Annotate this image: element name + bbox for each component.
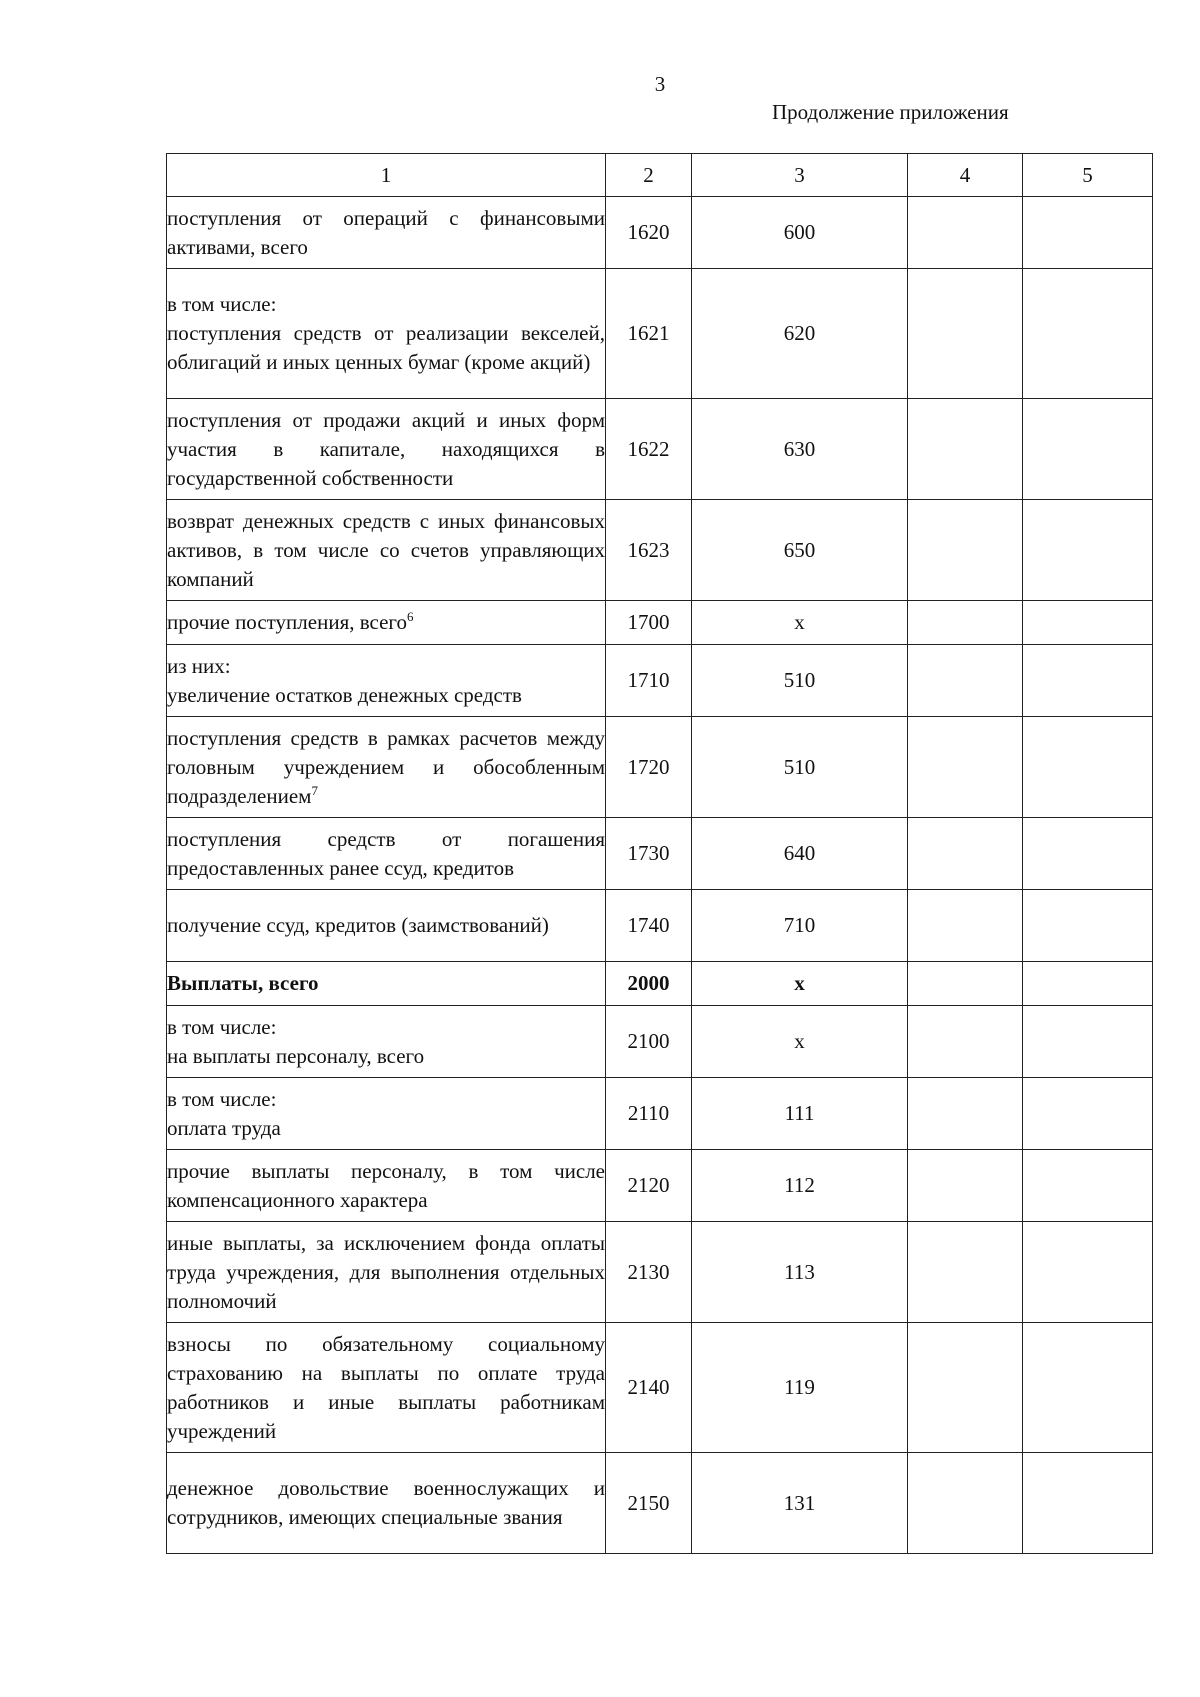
row-code-cell: 2100 [606, 1006, 692, 1078]
row-name-line: прочие поступления, всего [167, 610, 408, 634]
row-col5-cell [1023, 399, 1153, 500]
footnote-mark: 6 [407, 609, 414, 624]
row-name-cell [167, 717, 606, 818]
row-col5-cell [1023, 645, 1153, 717]
row-name-line: поступления от операций с финансовыми активами, всего [167, 205, 605, 259]
row-name-cell [167, 399, 606, 500]
row-col4-cell [908, 1150, 1023, 1222]
row-col4-cell [908, 1078, 1023, 1150]
column-header-3: 3 [692, 154, 908, 197]
footnote-mark: 7 [311, 782, 318, 798]
table-row [167, 645, 1153, 717]
row-col4-cell [908, 717, 1023, 818]
table-row [167, 818, 1153, 890]
row-name-line: поступления средств в рамках расчетов между головным учреждением и обособленным подразделением [167, 725, 605, 808]
row-name-line: поступления средств от погашения предоставленных ранее ссуд, кредитов [167, 826, 605, 880]
row-code-cell: 2120 [606, 1150, 692, 1222]
row-code-cell: 1620 [606, 197, 692, 269]
table-row [167, 1078, 1153, 1150]
table-row [167, 1006, 1153, 1078]
row-name-line: в том числе: [167, 292, 277, 316]
table-row [167, 1323, 1153, 1453]
row-kosgu-cell: 650 [692, 500, 908, 601]
row-name-line: взносы по обязательному социальному страхованию на выплаты по оплате труда работников и иные выплаты работникам учреждений [167, 1331, 605, 1443]
row-name-line: оплата труда [167, 1115, 281, 1140]
row-col5-cell [1023, 1323, 1153, 1453]
row-col4-cell [908, 500, 1023, 601]
row-col5-cell [1023, 1222, 1153, 1323]
row-code-cell: 2130 [606, 1222, 692, 1323]
table-row [167, 399, 1153, 500]
table-row [167, 717, 1153, 818]
row-col4-cell [908, 645, 1023, 717]
row-name-line: в том числе: [167, 1014, 277, 1039]
row-name-cell [167, 1006, 606, 1078]
row-col4-cell [908, 890, 1023, 962]
report-table [166, 153, 1153, 1554]
row-name-line: Выплаты, всего [167, 971, 319, 995]
row-col5-cell [1023, 962, 1153, 1006]
row-code-cell: 1710 [606, 645, 692, 717]
row-kosgu-cell: 640 [692, 818, 908, 890]
row-name-line: на выплаты персоналу, всего [167, 1043, 425, 1068]
row-code-cell: 1740 [606, 890, 692, 962]
row-kosgu-cell: 620 [692, 269, 908, 399]
row-col5-cell [1023, 197, 1153, 269]
row-code-cell: 2000 [606, 962, 692, 1006]
row-name-cell [167, 1150, 606, 1222]
row-col5-cell [1023, 717, 1153, 818]
row-code-cell: 1730 [606, 818, 692, 890]
row-name-cell [167, 890, 606, 962]
row-kosgu-cell: 630 [692, 399, 908, 500]
row-name-line: поступления от продажи акций и иных форм участия в капитале, находящихся в государственной собственности [167, 407, 605, 490]
row-code-cell: 1700 [606, 601, 692, 645]
row-col4-cell [908, 1323, 1023, 1453]
row-name-cell [167, 962, 606, 1006]
row-col5-cell [1023, 890, 1153, 962]
row-kosgu-cell: х [692, 601, 908, 645]
column-header-5: 5 [1023, 154, 1153, 197]
row-col4-cell [908, 399, 1023, 500]
row-code-cell: 1621 [606, 269, 692, 399]
row-kosgu-cell: 111 [692, 1078, 908, 1150]
table-row [167, 962, 1153, 1006]
row-name-line: из них: [167, 653, 231, 678]
row-col5-cell [1023, 601, 1153, 645]
row-name-line: возврат денежных средств с иных финансовых активов, в том числе со счетов управляющих компаний [167, 508, 605, 591]
row-kosgu-cell: х [692, 962, 908, 1006]
table-row [167, 1453, 1153, 1554]
row-name-cell [167, 197, 606, 269]
row-col4-cell [908, 818, 1023, 890]
table-row [167, 1222, 1153, 1323]
row-name-line: денежное довольствие военнослужащих и сотрудников, имеющих специальные звания [167, 1476, 605, 1529]
row-col5-cell [1023, 1453, 1153, 1554]
row-kosgu-cell: 600 [692, 197, 908, 269]
row-name-line: иные выплаты, за исключением фонда оплаты труда учреждения, для выполнения отдельных полномочий [167, 1230, 605, 1313]
row-col4-cell [908, 601, 1023, 645]
row-kosgu-cell: 710 [692, 890, 908, 962]
row-code-cell: 2110 [606, 1078, 692, 1150]
row-name-line: прочие выплаты персоналу, в том числе компенсационного характера [167, 1158, 605, 1212]
row-col5-cell [1023, 500, 1153, 601]
row-name-cell [167, 500, 606, 601]
table-row [167, 1150, 1153, 1222]
row-name-cell [167, 1323, 606, 1453]
row-col5-cell [1023, 1150, 1153, 1222]
table-row [167, 601, 1153, 645]
row-col4-cell [908, 1453, 1023, 1554]
row-kosgu-cell: 113 [692, 1222, 908, 1323]
column-header-4: 4 [908, 154, 1023, 197]
column-header-2: 2 [606, 154, 692, 197]
row-name-line: в том числе: [167, 1086, 277, 1111]
table-row [167, 500, 1153, 601]
table-row [167, 269, 1153, 399]
row-col5-cell [1023, 269, 1153, 399]
page-number: 3 [654, 72, 666, 96]
row-code-cell: 1720 [606, 717, 692, 818]
row-col5-cell [1023, 1078, 1153, 1150]
row-name-cell [167, 269, 606, 399]
row-name-cell [167, 1222, 606, 1323]
table-body [167, 197, 1153, 1554]
row-kosgu-cell: 510 [692, 645, 908, 717]
row-col4-cell [908, 269, 1023, 399]
row-code-cell: 1622 [606, 399, 692, 500]
row-name-cell [167, 1453, 606, 1554]
row-code-cell: 1623 [606, 500, 692, 601]
row-col4-cell [908, 1006, 1023, 1078]
row-kosgu-cell: 112 [692, 1150, 908, 1222]
row-name-cell [167, 1078, 606, 1150]
table-row [167, 197, 1153, 269]
table-row [167, 890, 1153, 962]
row-kosgu-cell: 510 [692, 717, 908, 818]
row-name-cell [167, 645, 606, 717]
row-code-cell: 2140 [606, 1323, 692, 1453]
row-col5-cell [1023, 1006, 1153, 1078]
row-name-cell [167, 818, 606, 890]
column-header-1: 1 [167, 154, 606, 197]
row-code-cell: 2150 [606, 1453, 692, 1554]
row-name-line: увеличение остатков денежных средств [167, 682, 522, 707]
row-name-cell [167, 601, 606, 645]
continuation-label: Продолжение приложения [772, 100, 1009, 124]
row-col4-cell [908, 962, 1023, 1006]
row-col4-cell [908, 197, 1023, 269]
row-kosgu-cell: 119 [692, 1323, 908, 1453]
row-kosgu-cell: х [692, 1006, 908, 1078]
row-name-line: получение ссуд, кредитов (заимствований) [167, 913, 549, 937]
table-header-row [167, 154, 1153, 197]
row-col4-cell [908, 1222, 1023, 1323]
row-name-line: поступления средств от реализации векселей, облигаций и иных ценных бумаг (кроме акций) [167, 321, 605, 374]
row-kosgu-cell: 131 [692, 1453, 908, 1554]
row-col5-cell [1023, 818, 1153, 890]
